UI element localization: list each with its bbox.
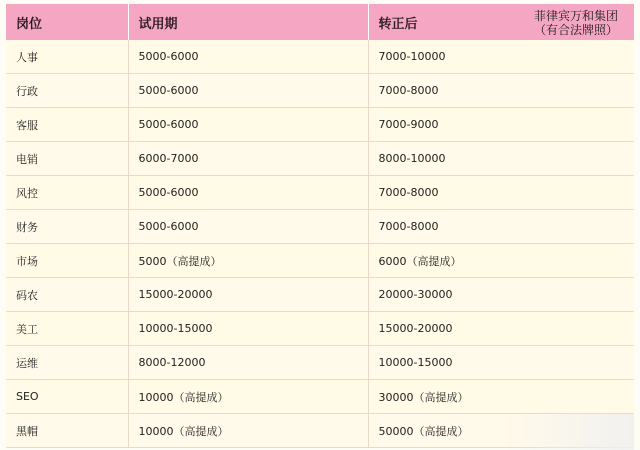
cell-probation: 5000-6000 bbox=[128, 210, 368, 244]
cell-probation: 15000-20000 bbox=[128, 278, 368, 312]
cell-regular: 7000-8000 bbox=[368, 176, 634, 210]
table-row bbox=[6, 108, 634, 142]
cell-position: SEO bbox=[6, 380, 128, 414]
cell-probation: 5000（高提成） bbox=[128, 244, 368, 278]
cell-regular: 50000（高提成） bbox=[368, 414, 634, 448]
cell-position: 客服 bbox=[6, 108, 128, 142]
cell-position: 美工 bbox=[6, 312, 128, 346]
table-row bbox=[6, 142, 634, 176]
cell-probation: 10000-15000 bbox=[128, 312, 368, 346]
corner-blur-overlay bbox=[504, 414, 634, 450]
cell-position: 码农 bbox=[6, 278, 128, 312]
cell-position: 黑帽 bbox=[6, 414, 128, 448]
cell-regular: 8000-10000 bbox=[368, 142, 634, 176]
cell-regular: 10000-15000 bbox=[368, 346, 634, 380]
table-row bbox=[6, 346, 634, 380]
cell-probation: 10000（高提成） bbox=[128, 414, 368, 448]
cell-regular: 7000-9000 bbox=[368, 108, 634, 142]
cell-regular: 7000-8000 bbox=[368, 210, 634, 244]
cell-position: 运维 bbox=[6, 346, 128, 380]
header-regular bbox=[368, 4, 634, 40]
cell-position: 市场 bbox=[6, 244, 128, 278]
table-row bbox=[6, 210, 634, 244]
cell-regular: 7000-10000 bbox=[368, 40, 634, 74]
table-row bbox=[6, 74, 634, 108]
table-row bbox=[6, 244, 634, 278]
cell-position: 人事 bbox=[6, 40, 128, 74]
cell-position: 行政 bbox=[6, 74, 128, 108]
company-watermark bbox=[534, 9, 618, 37]
cell-position: 财务 bbox=[6, 210, 128, 244]
cell-regular: 15000-20000 bbox=[368, 312, 634, 346]
cell-probation: 5000-6000 bbox=[128, 108, 368, 142]
watermark-line-1: 菲律宾万和集团 bbox=[533, 9, 618, 23]
header-probation: 试用期 bbox=[128, 4, 368, 40]
table-row bbox=[6, 278, 634, 312]
cell-position: 电销 bbox=[6, 142, 128, 176]
watermark-line-2: （有合法牌照） bbox=[533, 23, 618, 37]
table-row bbox=[6, 176, 634, 210]
cell-probation: 5000-6000 bbox=[128, 40, 368, 74]
cell-probation: 6000-7000 bbox=[128, 142, 368, 176]
salary-table bbox=[6, 4, 634, 448]
cell-probation: 5000-6000 bbox=[128, 176, 368, 210]
cell-regular: 7000-8000 bbox=[368, 74, 634, 108]
cell-probation: 10000（高提成） bbox=[128, 380, 368, 414]
cell-regular: 30000（高提成） bbox=[368, 380, 634, 414]
header-regular-label: 转正后 bbox=[378, 16, 418, 32]
cell-regular: 6000（高提成） bbox=[368, 244, 634, 278]
header-position: 岗位 bbox=[6, 4, 128, 40]
cell-position: 风控 bbox=[6, 176, 128, 210]
table-row bbox=[6, 380, 634, 414]
table-row bbox=[6, 312, 634, 346]
table-header-row bbox=[6, 4, 634, 40]
cell-regular: 20000-30000 bbox=[368, 278, 634, 312]
table-row bbox=[6, 40, 634, 74]
cell-probation: 5000-6000 bbox=[128, 74, 368, 108]
cell-probation: 8000-12000 bbox=[128, 346, 368, 380]
